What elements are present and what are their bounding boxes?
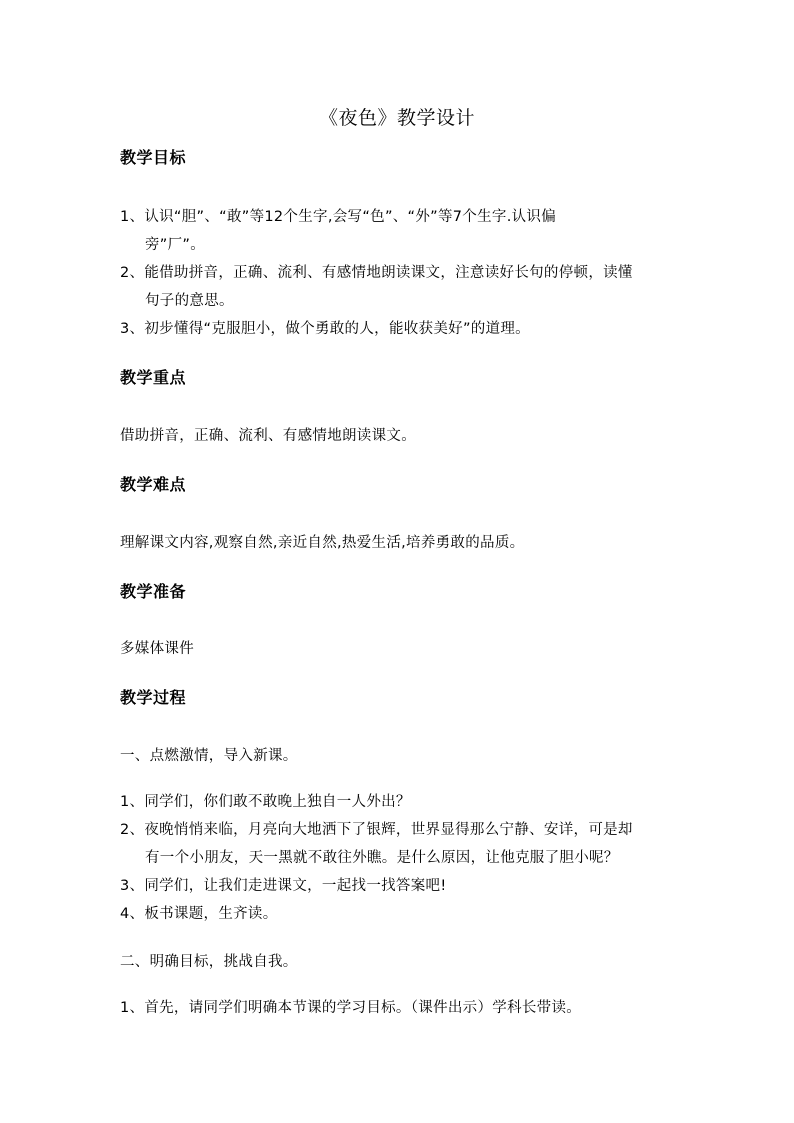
goal-item-1-number: 1、	[120, 209, 145, 225]
process-part1-item-3-text: 同学们，让我们走进课文，一起找一找答案吧!	[144, 878, 447, 894]
process-part1-item-3	[120, 872, 680, 900]
goal-item-2-number: 2、	[120, 265, 145, 281]
process-part1-item-4-number: 4、	[120, 906, 145, 922]
process-part1-item-2-continuation: 有一个小朋友，天一黑就不敢往外瞧。是什么原因，让他克服了胆小呢？	[145, 850, 619, 866]
difficulty-text: 理解课文内容,观察自然,亲近自然,热爱生活,培养勇敢的品质。	[120, 535, 525, 551]
process-part1-item-1-number: 1、	[120, 794, 145, 810]
section-heading-key: 教学重点	[120, 368, 187, 387]
process-part1-item-2-number: 2、	[120, 822, 145, 838]
goal-item-2	[120, 259, 680, 315]
process-part1-item-3-number: 3、	[120, 878, 145, 894]
goal-item-2-text: 能借助拼音，正确、流利、有感情地朗读课文，注意读好长句的停顿，读懂	[144, 265, 633, 281]
process-part1-item-2	[120, 816, 680, 872]
process-part1-item-2-text: 夜晚悄悄来临，月亮向大地洒下了银辉，世界显得那么宁静、安详，可是却	[144, 822, 633, 838]
section-heading-prep: 教学准备	[120, 582, 187, 601]
process-part2-item-1-text: 首先，请同学们明确本节课的学习目标。（课件出示）学科长带读。	[144, 1000, 582, 1016]
goal-item-1-text: 认识“胆”、“敢”等12个生字,会写“色”、“外”等7个生字.认识偏	[144, 209, 557, 225]
goal-item-3-number: 3、	[120, 321, 145, 337]
goal-item-1-continuation: 旁”厂”。	[145, 237, 206, 253]
process-part1-item-1	[120, 788, 680, 816]
goal-item-2-continuation: 句子的意思。	[145, 293, 234, 309]
process-part1-item-4	[120, 900, 680, 928]
key-point-text: 借助拼音，正确、流利、有感情地朗读课文。	[120, 428, 416, 444]
process-part1-title: 一、点燃激情，导入新课。	[120, 748, 298, 764]
section-heading-goals: 教学目标	[120, 148, 187, 167]
process-part2-title: 二、明确目标，挑战自我。	[120, 954, 298, 970]
process-part1-item-1-text: 同学们，你们敢不敢晚上独自一人外出？	[144, 794, 411, 810]
section-heading-process: 教学过程	[120, 688, 187, 707]
goal-item-1	[120, 203, 680, 259]
goal-item-3-text: 初步懂得“克服胆小，做个勇敢的人，能收获美好”的道理。	[144, 321, 530, 337]
process-part2-item-1	[120, 994, 680, 1022]
process-part1-item-4-text: 板书课题，生齐读。	[144, 906, 278, 922]
process-part2-item-1-number: 1、	[120, 1000, 145, 1016]
goal-item-3	[120, 315, 680, 343]
section-heading-difficulty: 教学难点	[120, 475, 187, 494]
document-title: 《夜色》教学设计	[318, 107, 475, 129]
prep-text: 多媒体课件	[120, 641, 194, 657]
